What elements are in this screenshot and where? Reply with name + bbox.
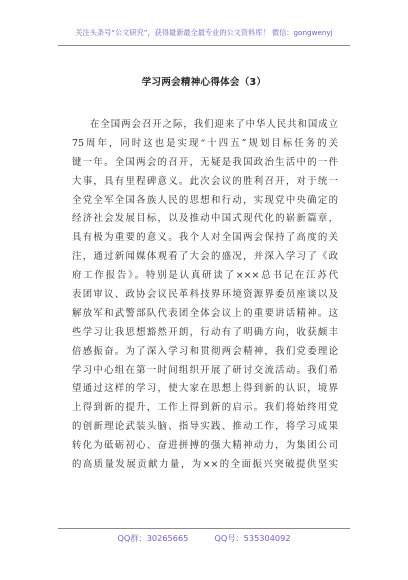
body-line: 在全国两会召开之际，我们迎来了中华人民共和国成立 [90,119,338,130]
body-line: 望通过这样的学习，使大家在思想上得到新的认识，境界 [72,383,338,395]
header-note: 关注头条号“公文研究”，获得最新最全最专业的公文资料库！ 微信：gongwenyj [75,28,333,37]
footer-divider [58,528,350,529]
body-line: 具有极为重要的意义。我个人对全国两会保持了高度的关 [72,232,338,244]
body-line: 经济社会发展目标，以及推动中国式现代化的崭新篇章， [72,213,338,225]
body-line: 府工作报告》。特别是认真研读了×××总书记在江苏代 [72,270,338,282]
body-line: 全党全军全国各族人民的思想和行动，实现党中央确定的 [72,194,338,206]
body-line: 解放军和武警部队代表团全体会议上的重要讲话精神。这 [72,307,338,319]
body-line: 的创新理论武装头脑、指导实践、推动工作，将学习成果 [72,421,338,433]
body-line: 注，通过新闻媒体观看了大会的盛况，并深入学习了《政 [72,251,338,263]
body-line: 倍感振奋。为了深入学习和贯彻两会精神，我们党委理论 [72,345,338,357]
footer-qq-number: QQ号：535304092 [214,533,291,543]
body-line: 的高质量发展贡献力量，为××的全面振兴突破提供坚实 [72,459,338,471]
header-divider [58,45,350,46]
body-line: 键一年。全国两会的召开，无疑是我国政治生活中的一件 [72,156,338,168]
body-line: 转化为砥砺初心、奋进拼搏的强大精神动力，为集团公司 [72,440,338,452]
body-line: 些学习让我思想豁然开朗，行动有了明确方向，收获颇丰 [72,326,338,338]
body-line: 表团审议、政协会议民革科技界环境资源界委员座谈以及 [72,289,338,301]
body-line: 学习中心组在第一时间组织开展了研讨交流活动。我们希 [72,364,338,376]
footer-qq-group: QQ群：30265665 [117,533,189,543]
document-title: 学习两会精神心得体会（3） [141,77,267,88]
body-line: 75周年，同时这也是实现“十四五”规划目标任务的关 [72,137,338,149]
footer [0,533,408,544]
body-line: 大事，具有里程碑意义。此次会议的胜利召开，对于统一 [72,175,338,187]
body-line: 上得到新的提升，工作上得到新的启示。我们将始终用党 [72,402,338,414]
document-body [72,116,338,475]
